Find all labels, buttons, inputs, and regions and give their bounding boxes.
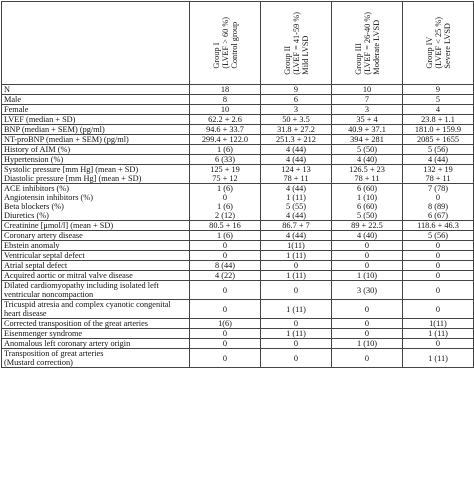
header-group-2 [261,2,332,85]
group-1-value: 62.2 + 2.6 [190,115,261,125]
table-row [2,271,474,281]
row-label: Creatinine [μmol/l] (mean + SD) [2,221,190,231]
table-row [2,251,474,261]
table-row [2,165,474,184]
group-4-label: Group IV (LVEF < 25 %) Severe LVSD [424,17,452,69]
group-2-value: 1 (11) [261,300,332,319]
row-label: Corrected transposition of the great arteries [2,319,190,329]
group-2-value: 251.3 + 212 [261,135,332,145]
group-3-value: 5 (50) [332,145,403,155]
group-1-value: 1 (6) [190,145,261,155]
group-3-value: 0 [332,261,403,271]
row-label: Male [2,95,190,105]
group-1-value: 1(6) [190,319,261,329]
row-label: Tricuspid atresia and complex cyanotic congenital heart disease [2,300,190,319]
group-1-value: 8 [190,95,261,105]
header-row [2,2,474,85]
group-3-value: 0 [332,241,403,251]
patient-characteristics-table [1,1,474,368]
table-row [2,261,474,271]
table-row [2,319,474,329]
group-2-value: 4 (44) 1 (11) 5 (55) 4 (44) [261,184,332,221]
group-3-value: 1 (10) [332,271,403,281]
group-2-value: 50 + 3.5 [261,115,332,125]
table-wrapper [1,1,473,368]
group-1-value: 6 (33) [190,155,261,165]
group-4-value: 0 [403,271,474,281]
table-row [2,85,474,95]
row-label: Coronary artery disease [2,231,190,241]
table-row [2,184,474,221]
group-3-value: 89 + 22.5 [332,221,403,231]
table-row [2,221,474,231]
group-2-value: 124 + 13 78 + 11 [261,165,332,184]
group-2-value: 0 [261,281,332,300]
group-3-value: 4 (40) [332,155,403,165]
row-label: Hypertension (%) [2,155,190,165]
table-row [2,300,474,319]
table-row [2,135,474,145]
group-3-value: 3 [332,105,403,115]
row-label: Transposition of great arteries (Mustard correction) [2,349,190,368]
group-2-value: 0 [261,349,332,368]
row-label: N [2,85,190,95]
group-4-value: 2085 + 1655 [403,135,474,145]
group-4-value: 5 (56) [403,145,474,155]
group-3-label: Group III (LVEF = 26-40 %) Moderate LVSD [353,11,381,75]
group-4-value: 4 [403,105,474,115]
group-1-value: 4 (22) [190,271,261,281]
row-label: Female [2,105,190,115]
group-3-value: 0 [332,349,403,368]
group-4-value: 0 [403,261,474,271]
group-4-value: 7 (78) 0 8 (89) 6 (67) [403,184,474,221]
group-3-value: 4 (40) [332,231,403,241]
group-4-value: 5 [403,95,474,105]
group-1-value: 1 (6) [190,231,261,241]
group-3-value: 0 [332,329,403,339]
table-row [2,349,474,368]
group-2-value: 4 (44) [261,145,332,155]
group-3-value: 126.5 + 23 78 + 11 [332,165,403,184]
table-row [2,329,474,339]
group-3-value: 394 + 281 [332,135,403,145]
group-4-value: 4 (44) [403,155,474,165]
group-2-value: 1 (11) [261,271,332,281]
row-label: Anomalous left coronary artery origin [2,339,190,349]
group-3-value: 35 + 4 [332,115,403,125]
group-1-value: 0 [190,241,261,251]
group-1-value: 125 + 19 75 + 12 [190,165,261,184]
row-label: ACE inhibitors (%) Angiotensin inhibitors (%) Beta blockers (%) Diuretics (%) [2,184,190,221]
group-1-value: 94.6 + 33.7 [190,125,261,135]
group-1-value: 299.4 + 122.0 [190,135,261,145]
group-1-value: 18 [190,85,261,95]
group-2-value: 4 (44) [261,231,332,241]
group-2-value: 0 [261,319,332,329]
group-4-value: 5 (56) [403,231,474,241]
group-2-value: 86.7 + 7 [261,221,332,231]
group-4-value: 9 [403,85,474,95]
table-row [2,231,474,241]
group-3-value: 3 (30) [332,281,403,300]
row-label: Systolic pressure [mm Hg] (mean + SD) Diastolic pressure [mm Hg] (mean + SD) [2,165,190,184]
group-2-value: 0 [261,261,332,271]
row-label: Atrial septal defect [2,261,190,271]
header-group-4 [403,2,474,85]
row-label: Ventricular septal defect [2,251,190,261]
table-row [2,281,474,300]
group-1-label: Group I (LVEF > 60 %) Control group [211,17,239,69]
group-2-value: 1 (11) [261,329,332,339]
group-3-value: 40.9 + 37.1 [332,125,403,135]
table-row [2,105,474,115]
row-label: Eisenmenger syndrome [2,329,190,339]
group-4-value: 118.6 + 46.3 [403,221,474,231]
group-2-value: 6 [261,95,332,105]
group-4-value: 1 (11) [403,349,474,368]
group-1-value: 0 [190,349,261,368]
group-4-value: 181.0 + 159.9 [403,125,474,135]
group-1-value: 10 [190,105,261,115]
group-3-value: 0 [332,251,403,261]
table-row [2,95,474,105]
table-row [2,339,474,349]
header-blank-cell [2,2,190,85]
group-2-value: 4 (44) [261,155,332,165]
group-3-value: 1 (10) [332,339,403,349]
group-3-value: 10 [332,85,403,95]
group-2-label: Group II (LVEF = 41-59 %) Mild LVSD [282,11,310,75]
group-4-value: 0 [403,339,474,349]
table-row [2,125,474,135]
group-1-value: 0 [190,329,261,339]
row-label: Acquired aortic or mitral valve disease [2,271,190,281]
row-label: NT-proBNP (median + SEM) (pg/ml) [2,135,190,145]
table-row [2,145,474,155]
group-3-value: 0 [332,319,403,329]
row-label: Ebstein anomaly [2,241,190,251]
header-group-1 [190,2,261,85]
group-2-value: 3 [261,105,332,115]
table-row [2,155,474,165]
group-4-value: 0 [403,300,474,319]
table-body [2,85,474,368]
group-3-value: 6 (60) 1 (10) 6 (60) 5 (50) [332,184,403,221]
group-2-value: 0 [261,339,332,349]
table-header [2,2,474,85]
row-label: History of AIM (%) [2,145,190,155]
group-4-value: 132 + 19 78 + 11 [403,165,474,184]
table-row [2,115,474,125]
group-2-value: 1 (11) [261,251,332,261]
group-1-value: 0 [190,281,261,300]
group-4-value: 23.8 + 1.1 [403,115,474,125]
group-2-value: 1(11) [261,241,332,251]
group-4-value: 1 (11) [403,329,474,339]
row-label: LVEF (median + SD) [2,115,190,125]
group-1-value: 1 (6) 0 1 (6) 2 (12) [190,184,261,221]
group-3-value: 7 [332,95,403,105]
group-1-value: 0 [190,300,261,319]
group-2-value: 9 [261,85,332,95]
table-row [2,241,474,251]
header-group-3 [332,2,403,85]
group-4-value: 0 [403,241,474,251]
group-4-value: 1(11) [403,319,474,329]
group-1-value: 0 [190,251,261,261]
row-label: Dilated cardiomyopathy including isolated left ventricular noncompaction [2,281,190,300]
group-2-value: 31.8 + 27.2 [261,125,332,135]
group-4-value: 0 [403,251,474,261]
row-label: BNP (median + SEM) (pg/ml) [2,125,190,135]
group-3-value: 0 [332,300,403,319]
group-1-value: 80.5 + 16 [190,221,261,231]
group-4-value: 0 [403,281,474,300]
group-1-value: 0 [190,339,261,349]
group-1-value: 8 (44) [190,261,261,271]
